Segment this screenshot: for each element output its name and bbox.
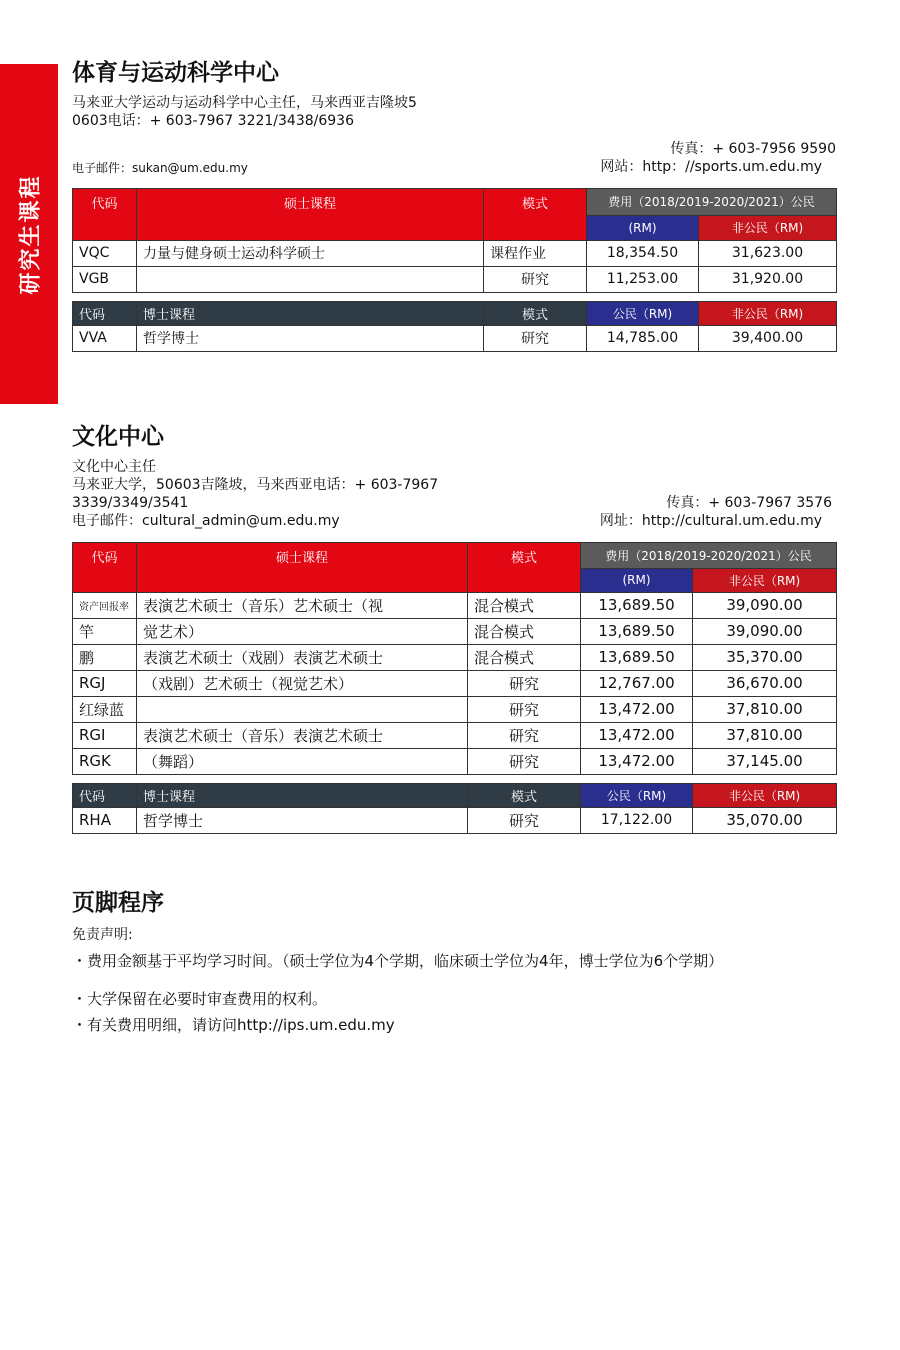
culture-email: 电子邮件：cultural_admin@um.edu.my [72,512,340,529]
cell-code: VVA [73,325,137,351]
cell-noncitizen: 39,090.00 [693,592,837,618]
header-noncitizen: 非公民（RM) [699,215,837,240]
table-row [73,807,837,833]
header-code: 代码 [73,301,137,325]
cell-mode: 研究 [484,325,587,351]
cell-citizen: 11,253.00 [587,266,699,292]
table-row [73,696,837,722]
cell-course: 表演艺术硕士（戏剧）表演艺术硕士 [137,644,468,670]
cell-course [137,696,468,722]
cell-course: 哲学博士 [137,325,484,351]
header-citizen: (RM) [587,215,699,240]
cell-course: （舞蹈） [137,748,468,774]
cell-code: 鹏 [73,644,137,670]
culture-line-3: 3339/3349/3541 [72,494,189,511]
cell-citizen: 18,354.50 [587,240,699,266]
header-citizen: 公民（RM) [581,783,693,807]
cell-code: RGI [73,722,137,748]
cell-noncitizen: 37,810.00 [693,722,837,748]
cell-mode: 研究 [468,722,581,748]
cell-mode: 混合模式 [468,644,581,670]
culture-line-1: 文化中心主任 [72,458,156,475]
cell-mode: 研究 [484,266,587,292]
cell-citizen: 17,122.00 [581,807,693,833]
cell-course: 表演艺术硕士（音乐）艺术硕士（视 [137,592,468,618]
cell-noncitizen: 37,810.00 [693,696,837,722]
header-mode: 模式 [484,188,587,240]
header-mode: 模式 [468,783,581,807]
cell-noncitizen: 39,400.00 [699,325,837,351]
footer-bullet: ・有关费用明细，请访问http://ips.um.edu.my [72,1015,395,1034]
sports-section [72,60,836,352]
header-citizen: 公民（RM) [587,301,699,325]
cell-code: VGB [73,266,137,292]
sports-phd-table [72,301,837,352]
cell-noncitizen: 37,145.00 [693,748,837,774]
header-fee: 费用（2018/2019-2020/2021）公民 [581,542,837,568]
cell-code: 红绿蓝 [73,696,137,722]
culture-masters-table [72,542,837,775]
cell-noncitizen: 31,920.00 [699,266,837,292]
table-row [73,325,837,351]
footer-bullet: ・大学保留在必要时审查费用的权利。 [72,989,328,1008]
cell-course: 力量与健身硕士运动科学硕士 [137,240,484,266]
disclaimer-label: 免责声明: [72,926,133,943]
header-course: 硕士课程 [137,542,468,592]
table-row [73,748,837,774]
header-code: 代码 [73,783,137,807]
table-row [73,592,837,618]
cell-noncitizen: 39,090.00 [693,618,837,644]
header-code: 代码 [73,542,137,592]
cell-mode: 研究 [468,748,581,774]
sports-email: 电子邮件：sukan@um.edu.my [72,160,248,175]
cell-citizen: 12,767.00 [581,670,693,696]
cell-mode: 研究 [468,696,581,722]
cell-citizen: 13,689.50 [581,644,693,670]
sports-address-2: 0603电话：+ 603-7967 3221/3438/6936 [72,112,354,129]
table-row [73,722,837,748]
cell-citizen: 13,689.50 [581,592,693,618]
culture-line-2: 马来亚大学，50603吉隆坡，马来西亚电话：+ 603-7967 [72,476,439,493]
cell-noncitizen: 31,623.00 [699,240,837,266]
footer-title: 页脚程序 [72,890,164,916]
header-mode: 模式 [468,542,581,592]
cell-mode: 研究 [468,670,581,696]
header-course: 硕士课程 [137,188,484,240]
cell-citizen: 13,472.00 [581,722,693,748]
footer-bullet: ・费用金额基于平均学习时间。（硕士学位为4个学期，临床硕士学位为4年，博士学位为6个学期） [72,951,724,970]
cell-code: 资产回报率 [73,592,137,618]
header-mode: 模式 [484,301,587,325]
sports-address-1: 马来亚大学运动与运动科学中心主任，马来西亚吉隆坡5 [72,94,417,111]
header-fee: 费用（2018/2019-2020/2021）公民 [587,188,837,215]
sidebar-tab [0,64,58,404]
culture-phd-table [72,783,837,834]
cell-code: VQC [73,240,137,266]
sports-masters-table [72,188,837,293]
cell-code: RGJ [73,670,137,696]
header-code: 代码 [73,188,137,240]
cell-course: 哲学博士 [137,807,468,833]
culture-section [72,424,836,834]
cell-noncitizen: 35,370.00 [693,644,837,670]
cell-course: 觉艺术） [137,618,468,644]
cell-noncitizen: 35,070.00 [693,807,837,833]
cell-mode: 研究 [468,807,581,833]
cell-course: （戏剧）艺术硕士（视觉艺术） [137,670,468,696]
cell-mode: 混合模式 [468,592,581,618]
footer-section [72,890,836,1036]
cell-mode: 课程作业 [484,240,587,266]
table-row [73,266,837,292]
header-citizen: (RM) [581,568,693,592]
header-course: 博士课程 [137,301,484,325]
cell-course [137,266,484,292]
sidebar-label: 研究生课程 [18,173,44,295]
culture-website: 网址：http://cultural.um.edu.my [599,512,822,529]
cell-noncitizen: 36,670.00 [693,670,837,696]
cell-citizen: 13,472.00 [581,696,693,722]
cell-citizen: 14,785.00 [587,325,699,351]
cell-code: RGK [73,748,137,774]
culture-fax: 传真：+ 603-7967 3576 [666,494,832,511]
cell-citizen: 13,689.50 [581,618,693,644]
cell-course: 表演艺术硕士（音乐）表演艺术硕士 [137,722,468,748]
table-row [73,240,837,266]
cell-code: RHA [73,807,137,833]
header-noncitizen: 非公民（RM) [693,783,837,807]
sports-website: 网站：http：//sports.um.edu.my [600,158,822,175]
header-noncitizen: 非公民（RM) [699,301,837,325]
table-row [73,644,837,670]
table-row [73,670,837,696]
header-noncitizen: 非公民（RM) [693,568,837,592]
cell-citizen: 13,472.00 [581,748,693,774]
sports-title: 体育与运动科学中心 [72,60,279,86]
sports-fax: 传真：+ 603-7956 9590 [670,140,836,157]
culture-title: 文化中心 [72,424,164,450]
header-course: 博士课程 [137,783,468,807]
cell-mode: 混合模式 [468,618,581,644]
table-row [73,618,837,644]
cell-code: 竿 [73,618,137,644]
